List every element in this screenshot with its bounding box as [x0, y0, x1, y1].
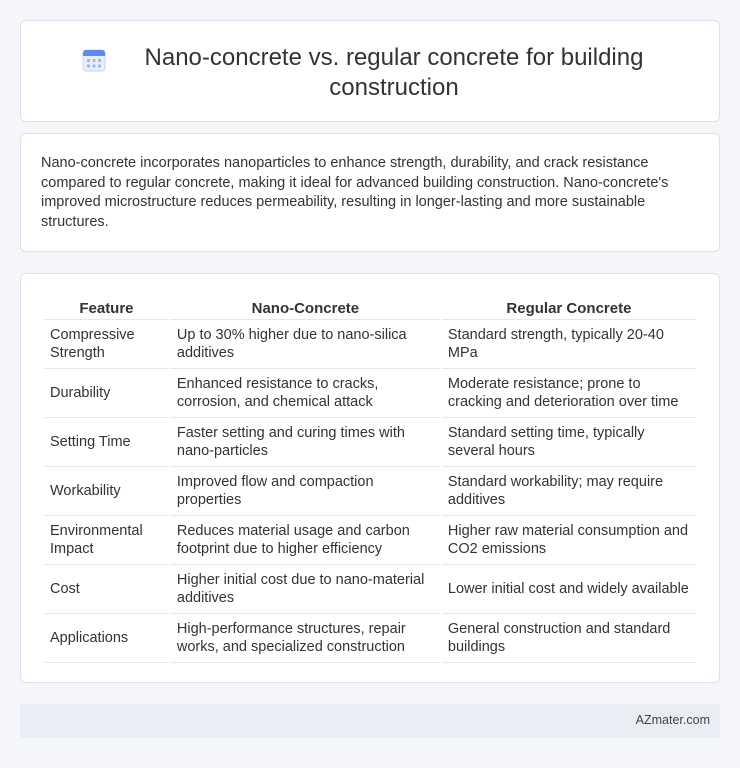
regular-cell: General construction and standard buildings [442, 614, 696, 663]
intro-paragraph: Nano-concrete incorporates nanoparticles to enhance strength, durability, and crack resistance compared to regular concrete, making it ideal for advanced building construction. Nano-concrete's improved microstructure reduces permeability, resulting in longer-lasting and more sustainable structures. [41, 155, 669, 230]
feature-cell: Setting Time [44, 418, 169, 467]
table-row [44, 369, 696, 418]
source-link[interactable]: AZmater.com [635, 713, 710, 727]
nano-cell: Faster setting and curing times with nano-particles [171, 418, 440, 467]
intro-card [20, 133, 720, 252]
nano-cell: Up to 30% higher due to nano-silica additives [171, 320, 440, 369]
regular-cell: Higher raw material consumption and CO2 emissions [442, 516, 696, 565]
table-row [44, 467, 696, 516]
table-row [44, 418, 696, 467]
comparison-table [42, 294, 698, 663]
calendar-icon [81, 47, 107, 73]
nano-cell: Higher initial cost due to nano-material additives [171, 565, 440, 614]
table-header-row [44, 294, 696, 320]
title-card [20, 20, 720, 122]
regular-cell: Moderate resistance; prone to cracking and deterioration over time [442, 369, 696, 418]
feature-cell: Durability [44, 369, 169, 418]
table-row [44, 320, 696, 369]
nano-cell: Improved flow and compaction properties [171, 467, 440, 516]
page-title: Nano-concrete vs. regular concrete for building construction [144, 44, 644, 101]
regular-cell: Standard setting time, typically several hours [442, 418, 696, 467]
table-row [44, 565, 696, 614]
footer-bar [20, 704, 720, 738]
nano-cell: High-performance structures, repair works, and specialized construction [171, 614, 440, 663]
title-wrap [21, 43, 719, 103]
feature-cell: Compressive Strength [44, 320, 169, 369]
feature-cell: Environmental Impact [44, 516, 169, 565]
feature-cell: Workability [44, 467, 169, 516]
header-feature: Feature [44, 294, 169, 320]
header-nano-concrete: Nano-Concrete [171, 294, 440, 320]
regular-cell: Standard workability; may require additives [442, 467, 696, 516]
feature-cell: Applications [44, 614, 169, 663]
nano-cell: Enhanced resistance to cracks, corrosion, and chemical attack [171, 369, 440, 418]
comparison-card [20, 273, 720, 683]
nano-cell: Reduces material usage and carbon footprint due to higher efficiency [171, 516, 440, 565]
regular-cell: Lower initial cost and widely available [442, 565, 696, 614]
header-regular-concrete: Regular Concrete [442, 294, 696, 320]
table-row [44, 516, 696, 565]
regular-cell: Standard strength, typically 20-40 MPa [442, 320, 696, 369]
feature-cell: Cost [44, 565, 169, 614]
table-row [44, 614, 696, 663]
